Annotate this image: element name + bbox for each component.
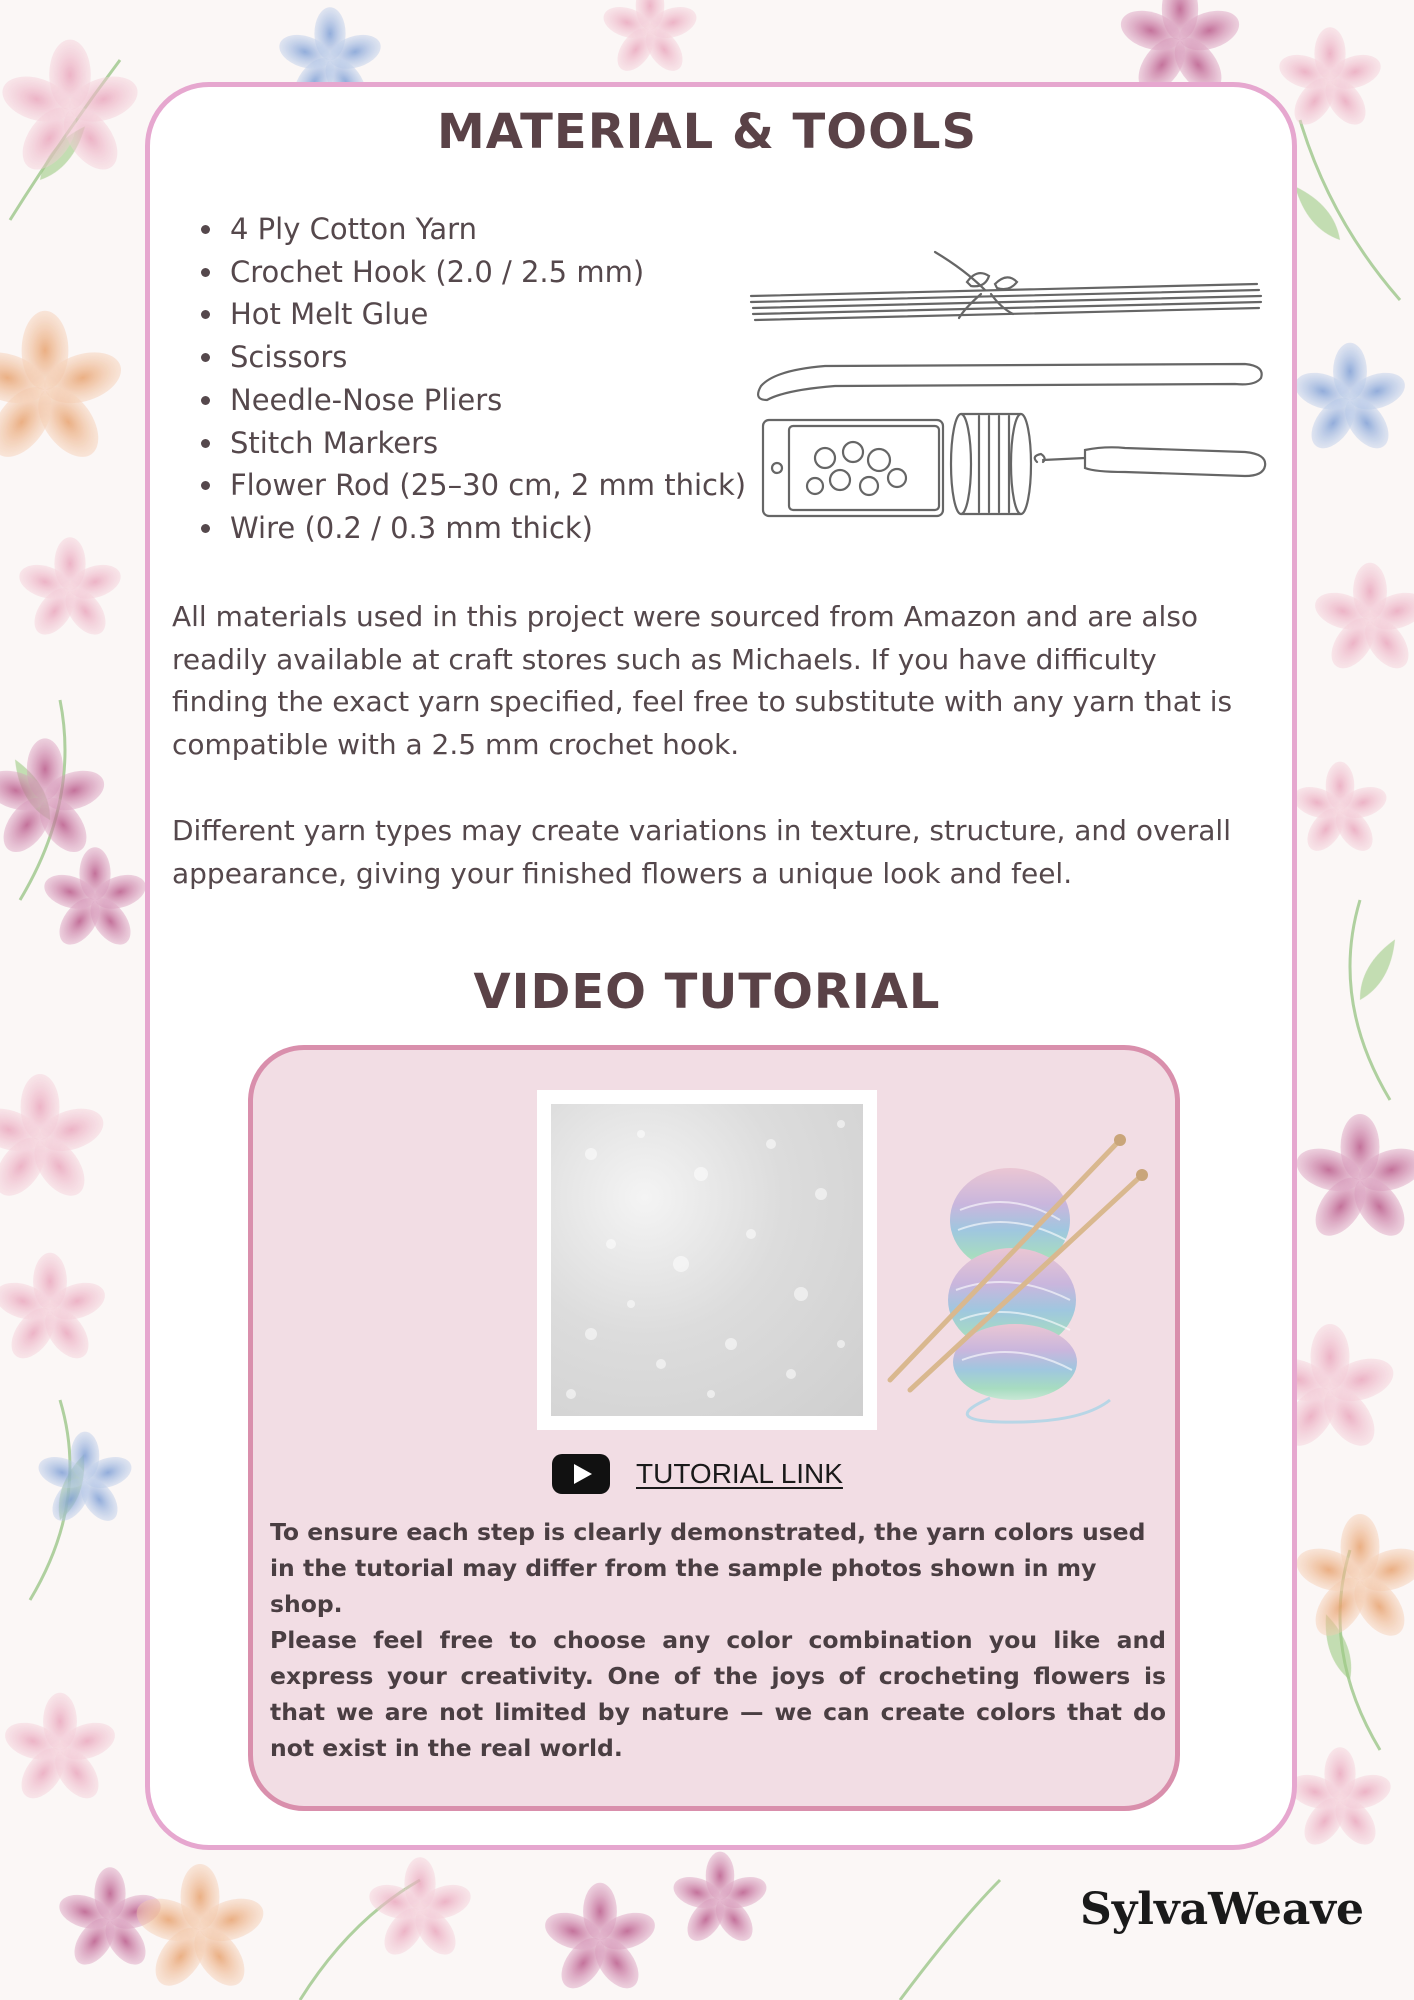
materials-paragraph-2: Different yarn types may create variations in texture, structure, and overall appearance, giving your finished flowers a unique look and feel. — [172, 814, 1231, 890]
yarn-illustration — [880, 1130, 1150, 1430]
materials-list — [190, 208, 746, 550]
tutorial-link-row — [552, 1453, 843, 1495]
list-item: • Scissors — [226, 336, 746, 379]
list-item: • 4 Ply Cotton Yarn — [226, 208, 746, 251]
video-thumbnail-image — [551, 1104, 863, 1416]
list-item: • Crochet Hook (2.0 / 2.5 mm) — [226, 251, 746, 294]
list-item: • Wire (0.2 / 0.3 mm thick) — [226, 507, 746, 550]
video-note-1: To ensure each step is clearly demonstrated, the yarn colors used in the tutorial may differ from the sample photos shown in my shop. — [270, 1518, 1146, 1618]
video-note-2: Please feel free to choose any color combination you like and express your creativity. One of the joys of crocheting flowers is that we are not limited by nature — we can create colors that do not exist in the real world. — [270, 1626, 1166, 1762]
youtube-play-icon[interactable] — [552, 1454, 610, 1494]
tools-illustration — [745, 240, 1285, 530]
materials-title: MATERIAL & TOOLS — [436, 104, 978, 160]
list-item: • Flower Rod (25–30 cm, 2 mm thick) — [226, 464, 746, 507]
list-item: • Stitch Markers — [226, 422, 746, 465]
list-item: • Needle-Nose Pliers — [226, 379, 746, 422]
video-title: VIDEO TUTORIAL — [473, 964, 941, 1020]
video-thumbnail[interactable] — [537, 1090, 877, 1430]
brand-logo: SylvaWeave — [1079, 1884, 1364, 1935]
materials-paragraph-1: All materials used in this project were sourced from Amazon and are also readily available at craft stores such as Michaels. If you have difficulty finding the exact yarn specified, feel free to substitute with any yarn that is compatible with a 2.5 mm crochet hook. — [172, 600, 1233, 761]
list-item: • Hot Melt Glue — [226, 293, 746, 336]
tutorial-link[interactable]: TUTORIAL LINK — [636, 1458, 843, 1489]
